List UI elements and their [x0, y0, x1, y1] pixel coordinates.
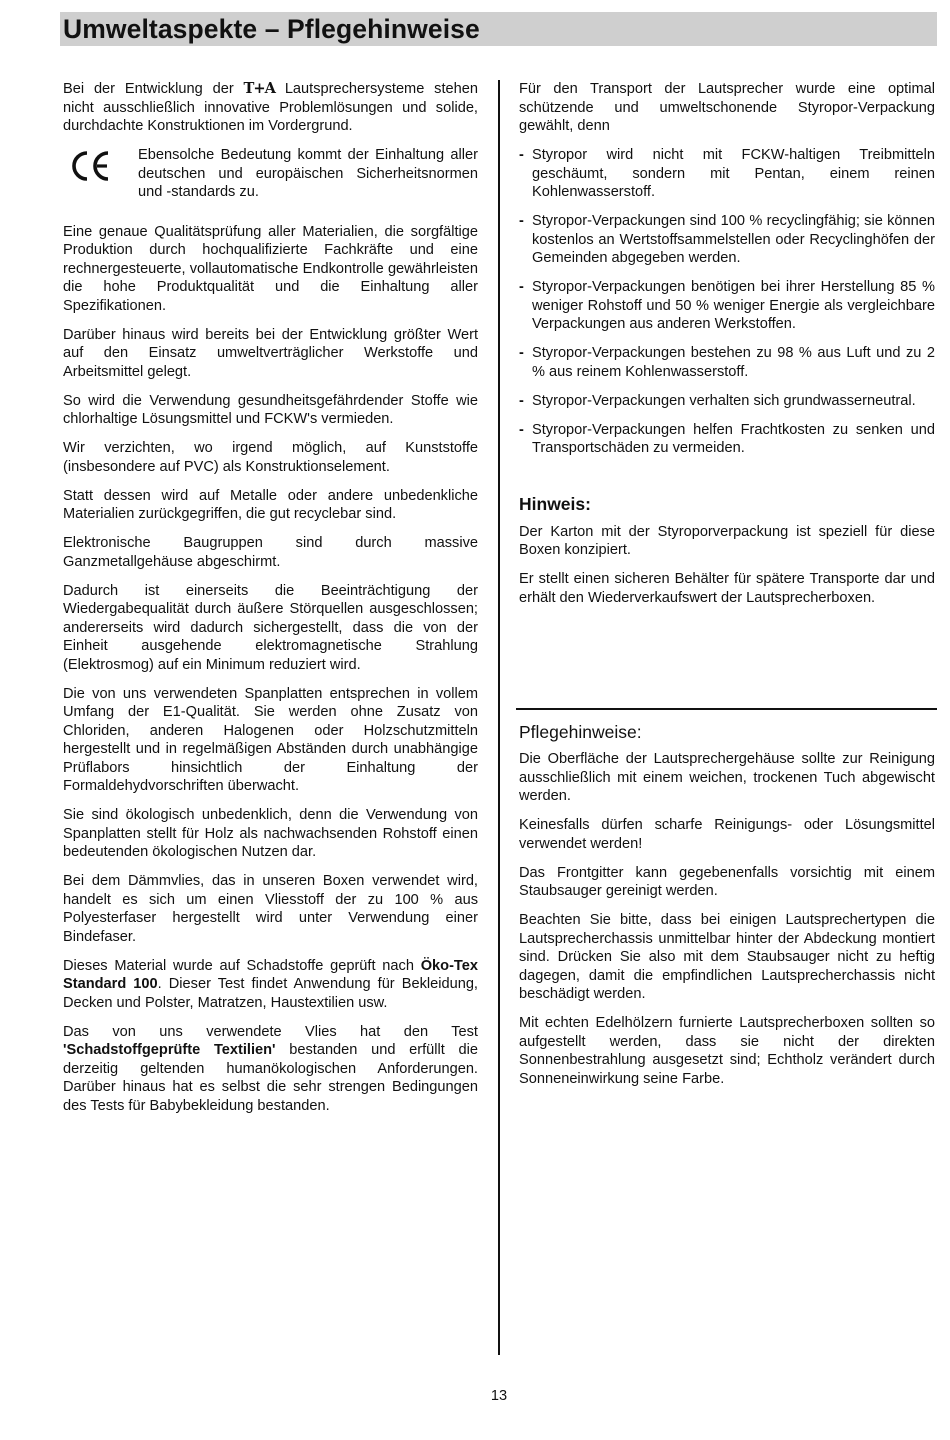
paragraph: So wird die Verwendung gesundheitsgefährdender Stoffe wie chlorhaltige Lösungsmittel und FCKW's vermieden.	[63, 392, 478, 427]
oeko-tex-standard: Öko-Tex Standard 100	[63, 957, 478, 992]
list-item	[519, 278, 935, 334]
transport-intro: Für den Transport der Lautsprecher wurde eine optimal schützende und umweltschonende Styropor-Verpackung gewählt, denn	[519, 81, 935, 134]
ce-mark-icon	[68, 148, 112, 184]
paragraph: Wir verzichten, wo irgend möglich, auf Kunststoffe (insbesondere auf PVC) als Konstruktionselement.	[63, 440, 478, 475]
oeko-tex-paragraph	[63, 957, 478, 1013]
paragraph: Eine genaue Qualitätsprüfung aller Materialien, die sorgfältige Produktion durch hochqualifizierte Fachkräfte und eine rechnergesteuerte, vollautomatische Endkontrolle gewährleisten die hohe Produktqualität und die Einhaltung aller Spezifikationen.	[63, 223, 478, 314]
title-bar	[60, 12, 937, 46]
section-divider	[516, 708, 937, 710]
list-item-text: Styropor-Verpackungen sind 100 % recyclingfähig; sie können kostenlos an Wertstoffsammelstellen oder Recyclinghöfen der Gemeinden abgegeben werden.	[532, 213, 935, 266]
left-column	[63, 80, 478, 1126]
list-item-text: Styropor-Verpackungen helfen Frachtkosten zu senken und Transportschäden zu vermeiden.	[532, 421, 935, 456]
pflege-paragraph: Die Oberfläche der Lautsprechergehäuse sollte zur Reinigung ausschließlich mit einem weichen, trockenen Tuch abgewischt werden.	[519, 751, 935, 804]
hinweis-heading: Hinweis:	[519, 494, 591, 514]
pflege-paragraph: Mit echten Edelhölzern furnierte Lautsprecherboxen sollten so aufgestellt werden, dass sie nicht der direkten Sonnenbestrahlung ausgesetzt sind; Echtholz verändert durch Sonneneinwirkung seine Farbe.	[519, 1015, 935, 1087]
bullet-dash: -	[519, 213, 524, 229]
list-item	[519, 146, 935, 202]
pflege-heading: Pflegehinweise:	[519, 721, 642, 742]
pflege-paragraph: Das Frontgitter kann gegebenenfalls vorsichtig mit einem Staubsauger gereinigt werden.	[519, 864, 935, 899]
bullet-dash: -	[519, 279, 524, 295]
oeko-text-end: . Dieser Test findet Anwendung für Bekleidung, Decken und Polster, Matratzen, Haustextilien usw.	[63, 976, 478, 1011]
paragraph: Elektronische Baugruppen sind durch massive Ganzmetallgehäuse abgeschirmt.	[63, 535, 478, 570]
ta-logo: T+A	[243, 80, 275, 97]
page-title: Umweltaspekte – Pflegehinweise	[63, 14, 480, 44]
paragraph: Darüber hinaus wird bereits bei der Entwicklung größter Wert auf den Einsatz umweltverträglicher Werkstoffe und Arbeitsmittel gelegt.	[63, 326, 478, 380]
list-item-text: Styropor wird nicht mit FCKW-haltigen Treibmitteln geschäumt, sondern mit Pentan, einem reinen Kohlenwasserstoff.	[532, 147, 935, 200]
ce-block	[63, 146, 478, 212]
page-number: 13	[490, 1388, 508, 1404]
paragraph: Sie sind ökologisch unbedenklich, denn die Verwendung von Spanplatten stellt für Holz als nachwachsenden Rohstoff einen bedeutenden ökologischen Nutzen dar.	[63, 807, 478, 860]
pflege-paragraph: Keinesfalls dürfen scharfe Reinigungs- oder Lösungsmittel verwendet werden!	[519, 817, 935, 852]
paragraph: Die von uns verwendeten Spanplatten entsprechen in vollem Umfang der E1-Qualität. Sie werden ohne Zusatz von Chloriden, anderen Halogenen oder Holzschutzmitteln hergestellt und in regelmäßigen Abständen durch unabhängige Prüflabors hinsichtlich der Einhaltung der Formaldehydvorschriften überwacht.	[63, 685, 478, 794]
list-item	[519, 212, 935, 268]
bullet-dash: -	[519, 345, 524, 361]
ce-text: Ebensolche Bedeutung kommt der Einhaltung aller deutschen und europäischen Sicherheitsnormen und -standards zu.	[138, 147, 478, 200]
bullet-dash: -	[519, 147, 524, 163]
list-item	[519, 421, 935, 458]
intro-text-start: Bei der Entwicklung der	[63, 81, 244, 97]
vlies-paragraph	[63, 1023, 478, 1116]
list-item-text: Styropor-Verpackungen benötigen bei ihrer Herstellung 85 % weniger Rohstoff und 50 % weniger Energie als vergleichbare Verpackungen aus anderen Werkstoffen.	[532, 279, 935, 332]
bullet-dash: -	[519, 421, 524, 438]
intro-text-end: Lautsprechersysteme stehen nicht ausschließlich innovative Problemlösungen und solide, durchdachte Konstruktionen im Vordergrund.	[63, 81, 478, 134]
vlies-text-start: Das von uns verwendete Vlies hat den Test	[63, 1023, 478, 1040]
oeko-text-start: Dieses Material wurde auf Schadstoffe geprüft nach	[63, 957, 421, 974]
pflege-paragraph: Beachten Sie bitte, dass bei einigen Lautsprechertypen die Lautsprecherchassis unmittelbar hinter der Abdeckung montiert sind. Drücken Sie also mit dem Staubsauger nicht zu heftig dagegen, damit die empfindlichen Lautsprecherchassis nicht beschädigt werden.	[519, 912, 935, 1002]
vlies-test-name: 'Schadstoffgeprüfte Textilien'	[63, 1042, 276, 1058]
hinweis-paragraph: Der Karton mit der Styroporverpackung ist speziell für diese Boxen konzipiert.	[519, 523, 935, 558]
intro-paragraph	[63, 80, 478, 136]
list-item-text: Styropor-Verpackungen verhalten sich grundwasserneutral.	[532, 392, 916, 409]
right-column	[519, 80, 935, 1099]
paragraph: Bei dem Dämmvlies, das in unseren Boxen verwendet wird, handelt es sich um einen Vliesstoff der zu 100 % aus Polyesterfaser hergestellt wird unter Verwendung einer Bindefaser.	[63, 873, 478, 945]
column-divider	[498, 80, 500, 1355]
list-item	[519, 344, 935, 381]
paragraph: Statt dessen wird auf Metalle oder andere unbedenkliche Materialien zurückgegriffen, die gut recyclebar sind.	[63, 487, 478, 522]
list-item	[519, 392, 935, 411]
hinweis-paragraph: Er stellt einen sicheren Behälter für spätere Transporte dar und erhält den Wiederverkaufswert der Lautsprecherboxen.	[519, 571, 935, 606]
paragraph: Dadurch ist einerseits die Beeinträchtigung der Wiedergabequalität durch äußere Störquellen ausgeschlossen; andererseits wird dadurch sichergestellt, dass die von der Einheit ausgehende elektromagnetische Strahlung (Elektrosmog) auf ein Minimum reduziert wird.	[63, 582, 478, 673]
vlies-text-end: bestanden und erfüllt die derzeitig geltenden humanökologischen Anforderungen. Darüber hinaus hat es selbst die sehr strengen Bedingungen des Tests für Babybekleidung bestanden.	[63, 1042, 478, 1114]
list-item-text: Styropor-Verpackungen bestehen zu 98 % aus Luft und zu 2 % aus reinem Kohlenwasserstoff.	[532, 345, 935, 380]
bullet-dash: -	[519, 392, 524, 409]
